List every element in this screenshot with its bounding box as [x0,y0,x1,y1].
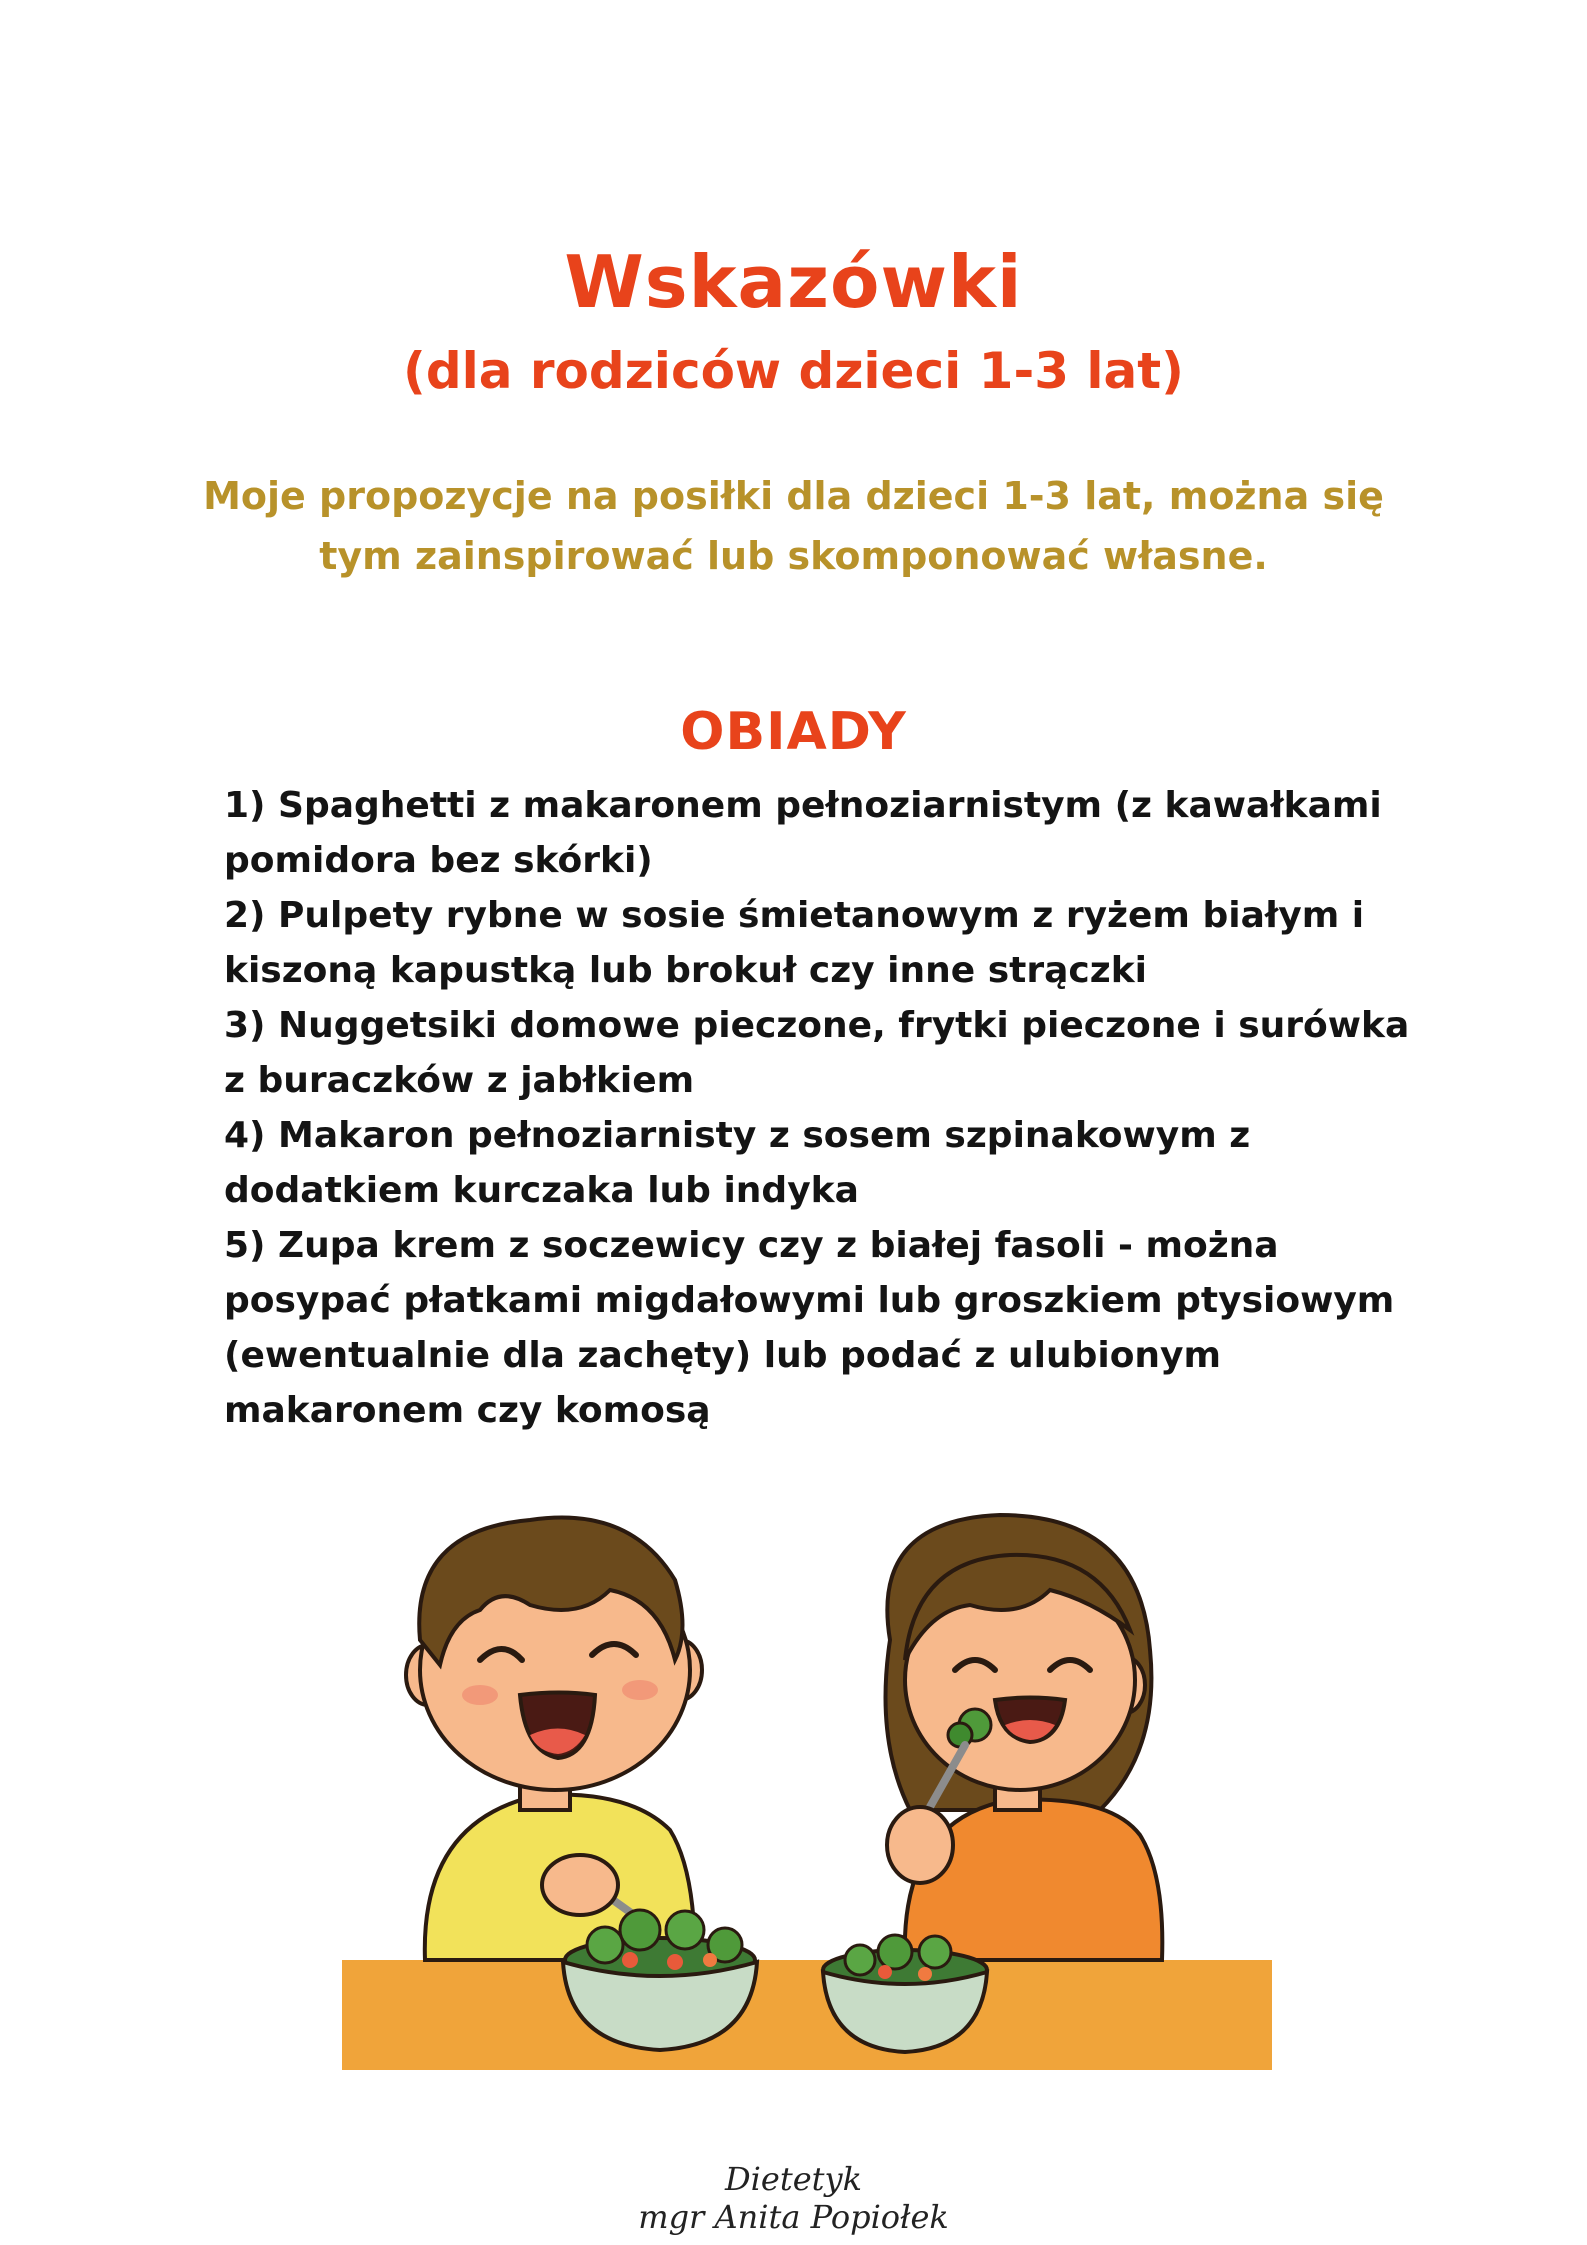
meal-item: 3) Nuggetsiki domowe pieczone, frytki pieczone i surówka z buraczków z jabłkiem [224,1005,1410,1101]
meal-item: 5) Zupa krem z soczewicy czy z białej fasoli - można posypać płatkami migdałowymi lub groszkiem ptysiowym (ewentualnie dla zachęty) lub podać z ulubionym makaronem czy komosą [224,1225,1395,1431]
signature [0,2160,1587,2236]
meal-list [224,778,1424,1438]
signature-title: Dietetyk [725,2160,862,2198]
girl-figure [886,1515,1163,1960]
signature-name: mgr Anita Popiołek [638,2198,949,2236]
children-eating-salad-illustration [330,1490,1280,2070]
page-subtitle: (dla rodziców dzieci 1-3 lat) [402,342,1185,400]
page-title: Wskazówki [564,240,1023,324]
meal-item: 4) Makaron pełnoziarnisty z sosem szpinakowym z dodatkiem kurczaka lub indyka [224,1115,1251,1211]
meal-item: 1) Spaghetti z makaronem pełnoziarnistym (z kawałkami pomidora bez skórki) [224,785,1382,881]
table-shape [342,1960,1272,2070]
section-heading-obiady: OBIADY [680,702,907,762]
intro-text: Moje propozycje na posiłki dla dzieci 1-3 lat, można się tym zainspirować lub skomponować własne. [203,474,1384,578]
boy-figure [406,1518,702,1961]
meal-item: 2) Pulpety rybne w sosie śmietanowym z ryżem białym i kiszoną kapustką lub brokuł czy inne strączki [224,895,1365,991]
salad-bowl-left [563,1910,757,2050]
